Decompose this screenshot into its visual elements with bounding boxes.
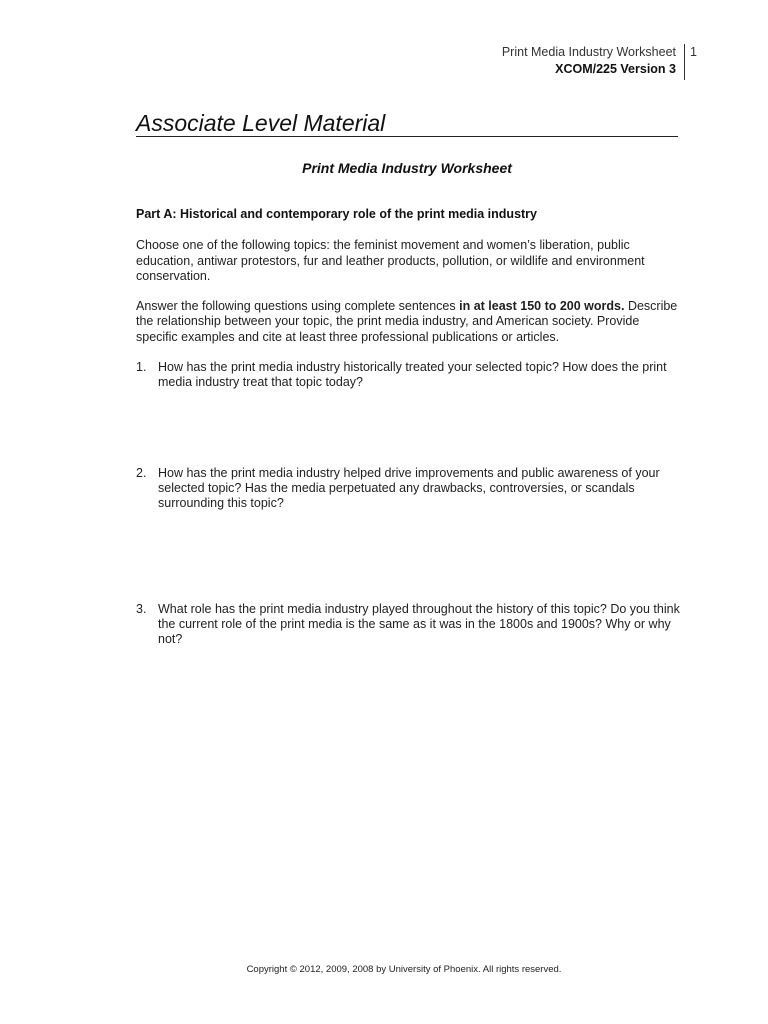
question-number: 3.: [136, 601, 147, 616]
page-number: 1: [690, 45, 697, 59]
header-doc-title: Print Media Industry Worksheet: [501, 45, 676, 59]
question-item: [136, 360, 681, 391]
word-count-requirement: in at least 150 to 200 words.: [459, 299, 625, 314]
question-text: What role has the print media industry played throughout the history of this topic? Do you think the current role of the print media is the same as it was in the 1800s and 1900s? Why or why not?: [158, 601, 680, 647]
part-a-heading: Part A: Historical and contemporary role of the print media industry: [136, 207, 537, 221]
level-title: Associate Level Material: [136, 110, 386, 136]
question-item: [136, 466, 681, 512]
question-item: [136, 602, 681, 648]
question-text: How has the print media industry historically treated your selected topic? How does the print media industry treat that topic today?: [158, 360, 667, 390]
copyright-footer: Copyright © 2012, 2009, 2008 by University of Phoenix. All rights reserved.: [246, 964, 562, 975]
header-divider: [684, 44, 685, 80]
topics-paragraph: Choose one of the following topics: the feminist movement and women’s liberation, public education, antiwar protestors, fur and leather products, pollution, or wildlife and environment conservation.: [136, 238, 645, 283]
title-underline: [136, 136, 678, 137]
instructions-paragraph: [136, 299, 681, 345]
instructions-lead: Answer the following questions using complete sentences: [136, 299, 460, 314]
instructions-rest: Describe the relationship between your topic, the print media industry, and American society. Provide specific examples and cite at least three professional publications or articles.: [136, 299, 678, 344]
question-number: 1.: [136, 360, 147, 375]
worksheet-heading: Print Media Industry Worksheet: [302, 160, 512, 176]
worksheet-body: [136, 207, 681, 647]
header-course-code: XCOM/225 Version 3: [555, 62, 676, 76]
question-number: 2.: [136, 465, 147, 480]
question-list: [136, 360, 681, 647]
page-header: [502, 44, 676, 78]
question-text: How has the print media industry helped drive improvements and public awareness of your selected topic? Has the media perpetuated any drawbacks, controversies, or scandals surrounding this topic?: [158, 465, 660, 511]
